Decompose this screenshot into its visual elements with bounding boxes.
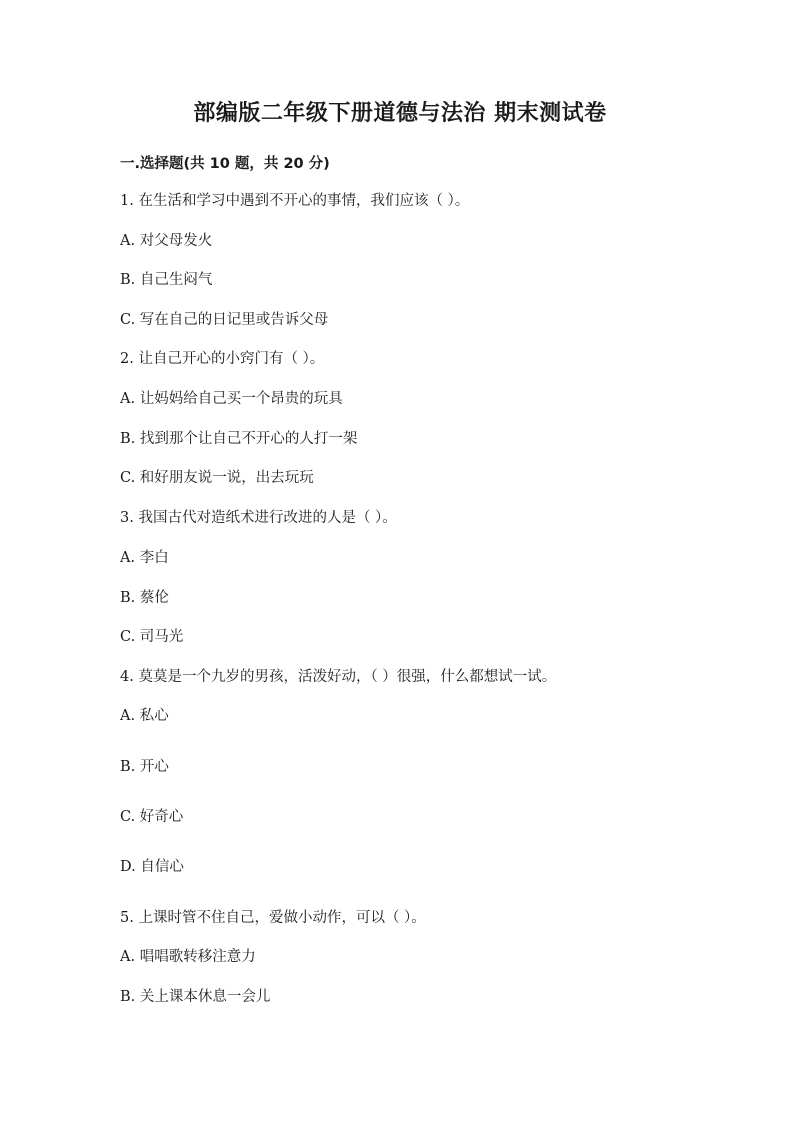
question-2-stem: 2. 让自己开心的小窍门有（ ）。 — [120, 351, 325, 367]
section-heading: 一.选择题(共 10 题，共 20 分) — [120, 156, 330, 172]
question-4-stem: 4. 莫莫是一个九岁的男孩，活泼好动，（ ）很强，什么都想试一试。 — [120, 669, 557, 685]
question-1-option-a: A. 对父母发火 — [120, 233, 213, 249]
question-1-stem: 1. 在生活和学习中遇到不开心的事情，我们应该（ ）。 — [120, 193, 470, 209]
question-2-option-a: A. 让妈妈给自己买一个昂贵的玩具 — [120, 391, 343, 407]
question-4-option-d: D. 自信心 — [120, 859, 184, 875]
question-1-option-b: B. 自己生闷气 — [120, 272, 213, 288]
question-2-option-c: C. 和好朋友说一说，出去玩玩 — [120, 470, 314, 486]
question-4-option-b: B. 开心 — [120, 759, 169, 775]
question-4-option-c: C. 好奇心 — [120, 809, 184, 825]
question-3-option-a: A. 李白 — [120, 550, 169, 566]
question-3-stem: 3. 我国古代对造纸术进行改进的人是（ ）。 — [120, 510, 397, 526]
question-5-option-b: B. 关上课本休息一会儿 — [120, 989, 271, 1005]
question-4-option-a: A. 私心 — [120, 708, 169, 724]
question-1-option-c: C. 写在自己的日记里或告诉父母 — [120, 312, 329, 328]
page-title: 部编版二年级下册道德与法治 期末测试卷 — [193, 101, 607, 126]
question-3-option-b: B. 蔡伦 — [120, 590, 169, 606]
question-5-option-a: A. 唱唱歌转移注意力 — [120, 949, 256, 965]
question-2-option-b: B. 找到那个让自己不开心的人打一架 — [120, 431, 358, 447]
question-5-stem: 5. 上课时管不住自己，爱做小动作，可以（ ）。 — [120, 910, 426, 926]
question-3-option-c: C. 司马光 — [120, 629, 184, 645]
